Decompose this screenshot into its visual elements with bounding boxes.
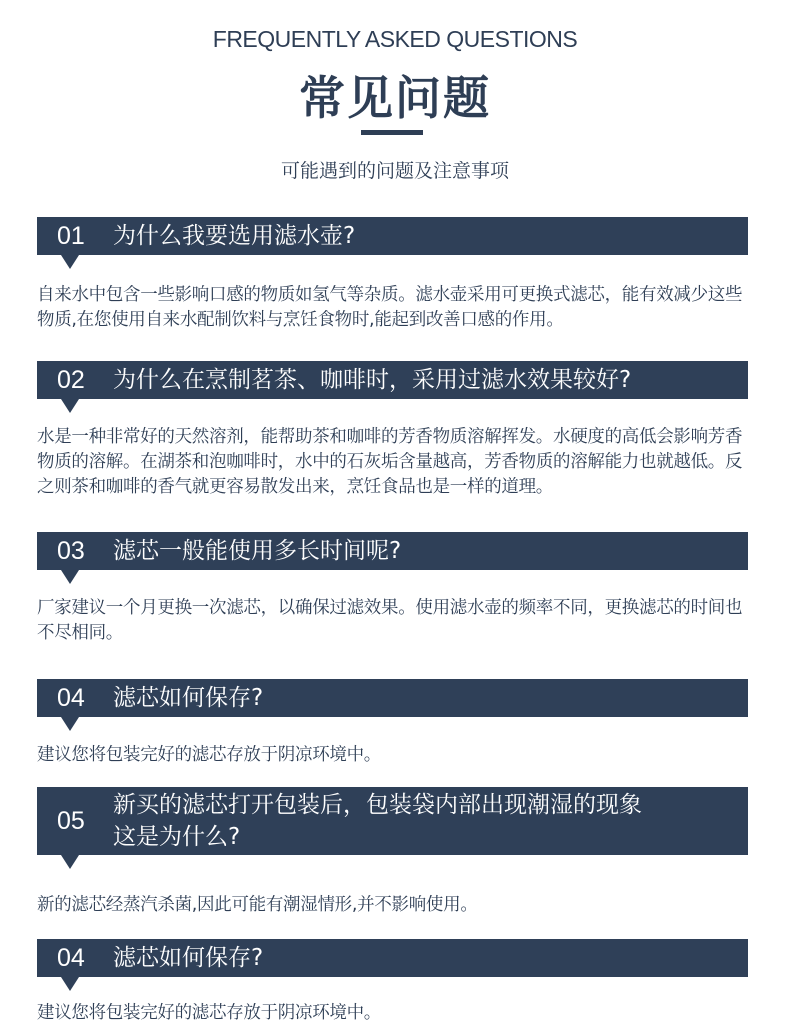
question-text: 为什么我要选用滤水壶?	[113, 223, 356, 249]
question-text	[113, 789, 642, 853]
faq-question-2	[37, 361, 748, 399]
question-number: 01	[57, 221, 85, 250]
faq-answer-2: 水是一种非常好的天然溶剂，能帮助茶和咖啡的芳香物质溶解挥发。水硬度的高低会影响芳香物质的溶解。在湖茶和泡咖啡时，水中的石灰垢含量越高，芳香物质的溶解能力也就越低。反之则茶和咖啡的香气就更容易散发出来，烹饪食品也是一样的道理。	[37, 427, 743, 497]
question-text: 滤芯一般能使用多长时间呢?	[113, 538, 402, 564]
question-text: 滤芯如何保存?	[113, 685, 264, 711]
question-number: 04	[57, 683, 85, 712]
question-line-1: 新买的滤芯打开包装后，包装袋内部出现潮湿的现象	[113, 792, 642, 818]
title-underline	[361, 130, 423, 135]
question-number: 02	[57, 365, 85, 394]
faq-question-1	[37, 217, 748, 255]
question-text: 滤芯如何保存?	[113, 945, 264, 971]
faq-answer-3: 厂家建议一个月更换一次滤芯，以确保过滤效果。使用滤水壶的频率不同，更换滤芯的时间也不尽相同。	[37, 598, 743, 643]
faq-question-6	[37, 939, 748, 977]
question-line-2: 这是为什么?	[113, 824, 241, 850]
faq-answer-5: 新的滤芯经蒸汽杀菌,因此可能有潮湿情形,并不影响使用。	[37, 895, 478, 915]
faq-question-5	[37, 787, 748, 855]
question-number: 03	[57, 536, 85, 565]
question-number: 04	[57, 943, 85, 972]
question-number: 05	[57, 806, 85, 835]
faq-subtitle: 可能遇到的问题及注意事项	[280, 160, 509, 182]
faq-question-3	[37, 532, 748, 570]
faq-title-cn: 常见问题	[299, 71, 491, 125]
faq-answer-6: 建议您将包装完好的滤芯存放于阴凉环境中。	[37, 1003, 381, 1023]
faq-question-4	[37, 679, 748, 717]
faq-title-en: FREQUENTLY ASKED QUESTIONS	[212, 26, 578, 52]
question-text: 为什么在烹制茗茶、咖啡时，采用过滤水效果较好?	[113, 367, 632, 393]
faq-answer-1: 自来水中包含一些影响口感的物质如氢气等杂质。滤水壶采用可更换式滤芯，能有效减少这些物质,在您使用自来水配制饮料与烹饪食物时,能起到改善口感的作用。	[37, 285, 743, 330]
faq-answer-4: 建议您将包装完好的滤芯存放于阴凉环境中。	[37, 745, 381, 765]
